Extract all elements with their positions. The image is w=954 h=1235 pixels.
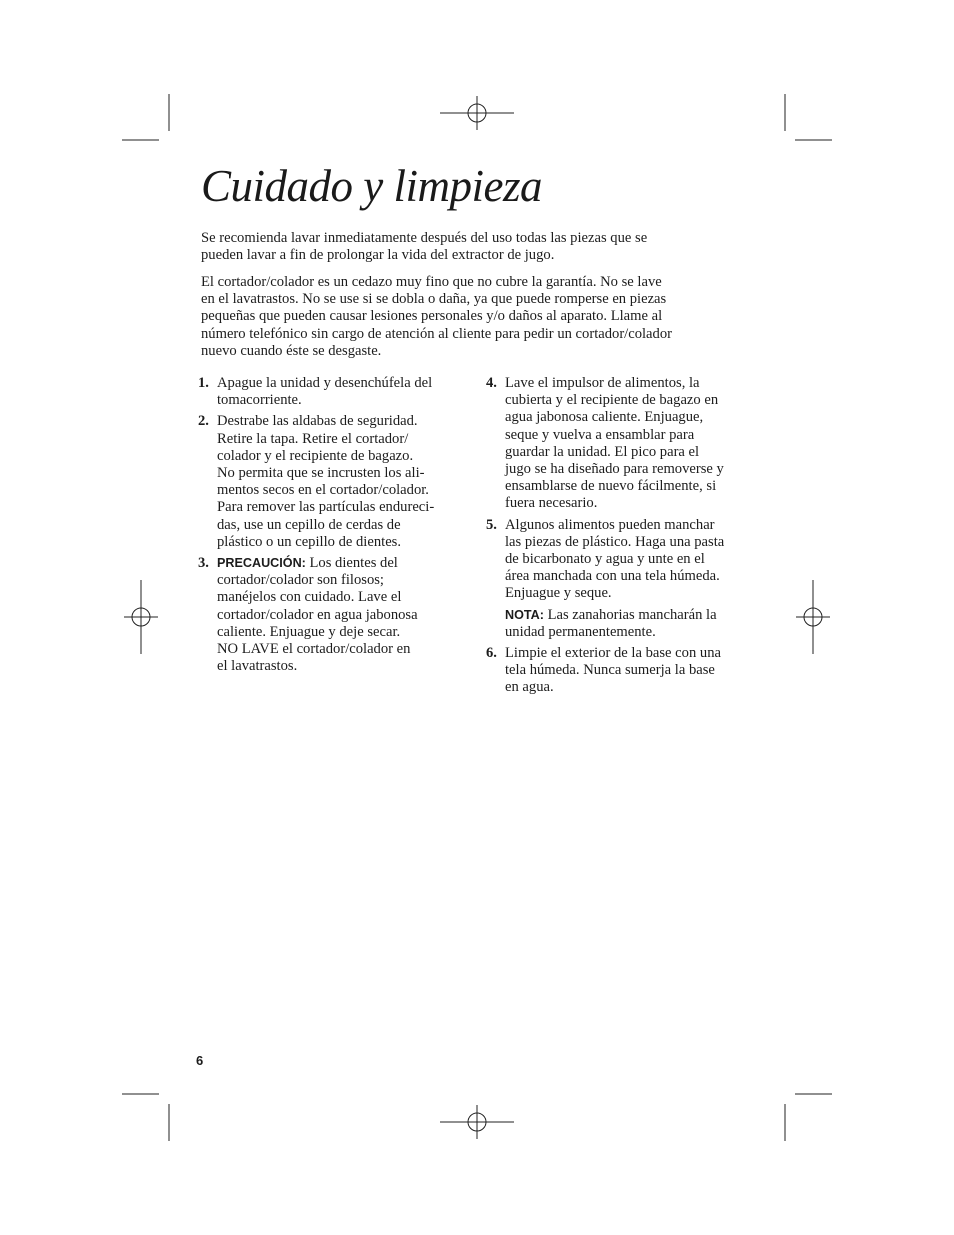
step-1 [198, 375, 478, 409]
note-text: Las zanahorias mancharán la [543, 606, 717, 623]
text-line: guardar la unidad. El pico para el [505, 443, 700, 460]
text-line: de bicarbonato y agua y unte en el [505, 551, 705, 568]
text-line: nuevo cuando éste se desgaste. [201, 342, 382, 359]
text-line: Lave el impulsor de alimentos, la [505, 375, 700, 391]
text-line: tomacorriente. [217, 392, 302, 409]
step-5 [486, 517, 766, 641]
text-line: No permita que se incrusten los ali- [217, 465, 425, 482]
text-line: Enjuague y seque. [505, 585, 612, 602]
note-label: NOTA: [505, 607, 544, 622]
text-line: caliente. Enjuague y deje secar. [217, 623, 401, 640]
text-line: fuera necesario. [505, 495, 598, 512]
step-4 [486, 375, 766, 513]
text-line: NO LAVE el cortador/colador en [217, 641, 411, 658]
text-line [217, 555, 478, 572]
text-line: El cortador/colador es un cedazo muy fino que no cubre la garantía. No se lave [201, 274, 662, 290]
text-line: colador y el recipiente de bagazo. [217, 447, 414, 464]
text-line: das, use un cepillo de cerdas de [217, 516, 401, 533]
text-line: en agua. [505, 679, 554, 696]
steps-right-column [486, 375, 766, 697]
intro-paragraph-2 [201, 274, 761, 360]
text-line: plástico o un cepillo de dientes. [217, 533, 401, 550]
text-line: seque y vuelva a ensamblar para [505, 426, 695, 443]
step-number: 6. [486, 645, 497, 662]
step-number: 4. [486, 375, 497, 391]
text-line: Algunos alimentos pueden manchar [505, 516, 715, 533]
caution-label: PRECAUCIÓN: [217, 556, 306, 571]
steps-left-column [198, 375, 478, 675]
text-line: Apague la unidad y desenchúfela del [217, 375, 433, 391]
text-line: cortador/colador en agua jabonosa [217, 606, 418, 623]
text-line: tela húmeda. Nunca sumerja la base [505, 662, 715, 679]
text-line: unidad permanentemente. [505, 623, 656, 640]
page-number: 6 [196, 1053, 204, 1068]
text-line: pequeñas que pueden causar lesiones personales y/o daños al aparato. Llame al [201, 308, 663, 325]
step-number: 2. [198, 413, 209, 430]
text-line: pueden lavar a fin de prolongar la vida del extractor de jugo. [201, 247, 555, 264]
step-number: 3. [198, 555, 209, 572]
text-line: jugo se ha diseñado para removerse y [505, 461, 724, 478]
text-line: número telefónico sin cargo de atención al cliente para pedir un cortador/colador [201, 325, 672, 342]
text-line: Destrabe las aldabas de seguridad. [217, 413, 418, 430]
text-line [505, 607, 766, 624]
step-number: 1. [198, 375, 209, 391]
step-2 [198, 413, 478, 551]
step-6 [486, 645, 766, 697]
text-line: en el lavatrastos. No se use si se dobla o daña, ya que puede romperse en piezas [201, 291, 667, 308]
text-line: Limpie el exterior de la base con una [505, 645, 721, 662]
text-line: las piezas de plástico. Haga una pasta [505, 533, 725, 550]
text-line: Se recomienda lavar inmediatamente después del uso todas las piezas que se [201, 230, 648, 246]
text-line: ensamblarse de nuevo fácilmente, si [505, 478, 717, 495]
text-line: agua jabonosa caliente. Enjuague, [505, 409, 704, 426]
text-line: cortador/colador son filosos; [217, 572, 384, 589]
intro-paragraph-1 [201, 230, 761, 264]
text-line: manéjelos con cuidado. Lave el [217, 589, 402, 606]
text-line: cubierta y el recipiente de bagazo en [505, 392, 719, 409]
text-line: el lavatrastos. [217, 658, 298, 675]
text-line: mentos secos en el cortador/colador. [217, 482, 429, 499]
step-number: 5. [486, 516, 497, 533]
page-title: Cuidado y limpieza [201, 161, 542, 211]
text-line: área manchada con una tela húmeda. [505, 568, 720, 585]
text-line: Para remover las partículas endureci- [217, 499, 435, 516]
step-3 [198, 555, 478, 675]
caution-text: Los dientes del [305, 555, 398, 572]
text-line: Retire la tapa. Retire el cortador/ [217, 430, 409, 447]
